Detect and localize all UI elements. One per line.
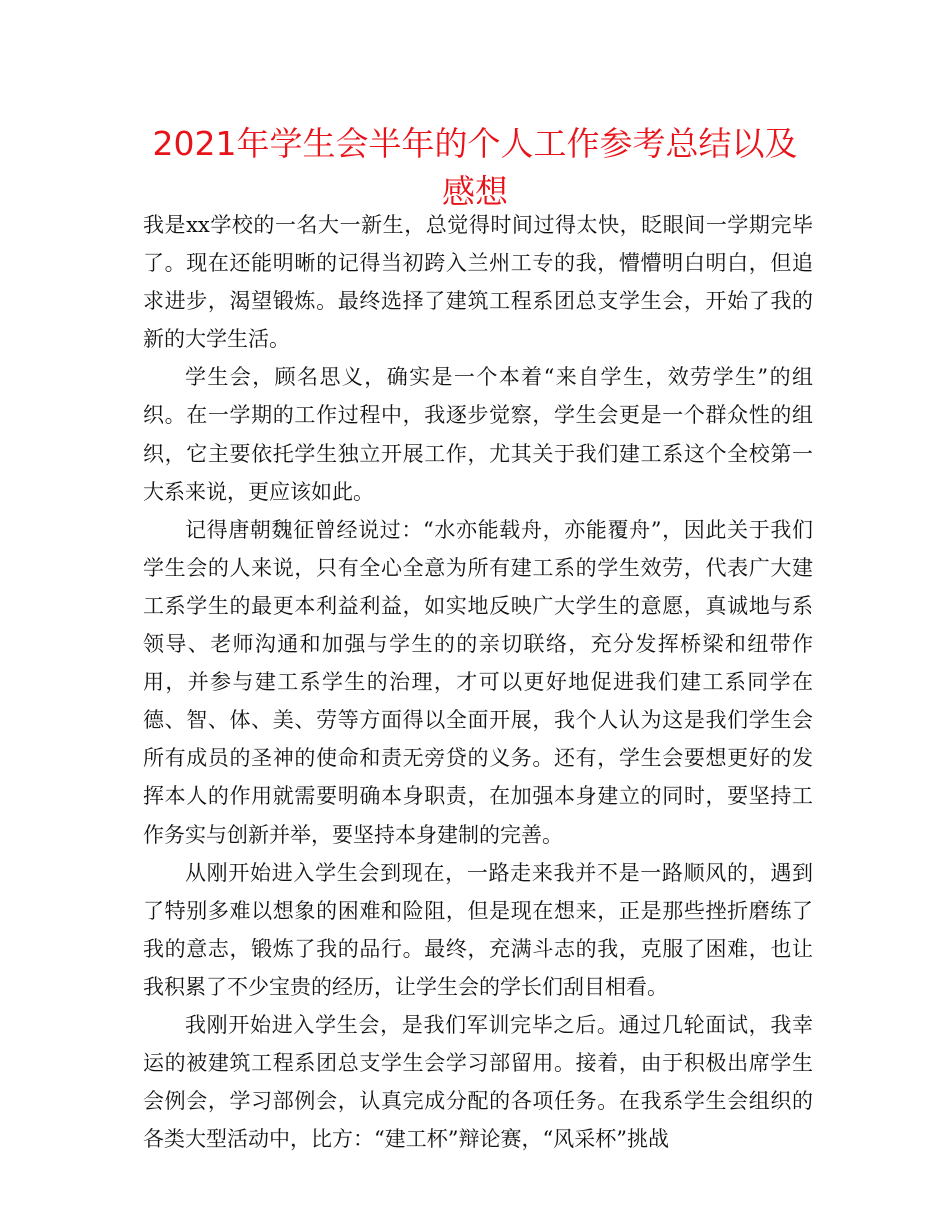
- paragraph-joining: 我刚开始进入学生会，是我们军训完毕之后。通过几轮面试，我幸运的被建筑工程系团总支学生会学习部留用。接着，由于积极出席学生会例会，学习部例会，认真完成分配的各项任务。在我系学生会组织的各类大型活动中，比方：“建工杯”辩论赛，“风采杯”挑战: [143, 1012, 813, 1152]
- document-body: [143, 206, 813, 1158]
- paragraph-student-union-definition: 学生会，顾名思义，确实是一个本着“来自学生，效劳学生”的组织。在一学期的工作过程中，我逐步觉察，学生会更是一个群众性的组织，它主要依托学生独立开展工作，尤其关于我们建工系这个全校第一大系来说，更应该如此。: [143, 365, 813, 504]
- paragraph-intro: 我是xx学校的一名大一新生，总觉得时间过得太快，眨眼间一学期完毕了。现在还能明晰的记得当初跨入兰州工专的我，懵懵明白明白，但追求进步，渴望锻炼。最终选择了建筑工程系团总支学生会，开始了我的新的大学生活。: [143, 213, 813, 352]
- paragraph-difficulties: 从刚开始进入学生会到现在，一路走来我并不是一路顺风的，遇到了特别多难以想象的困难和险阻，但是现在想来，正是那些挫折磨练了我的意志，锻炼了我的品行。最终，充满斗志的我，克服了困难，也让我积累了不少宝贵的经历，让学生会的学长们刮目相看。: [143, 860, 813, 999]
- paragraph-wei-zheng-quote: 记得唐朝魏征曾经说过：“水亦能载舟，亦能覆舟”，因此关于我们学生会的人来说，只有全心全意为所有建工系的学生效劳，代表广大建工系学生的最更本利益利益，如实地反映广大学生的意愿，真诚地与系领导、老师沟通和加强与学生的的亲切联络，充分发挥桥梁和纽带作用，并参与建工系学生的治理，才可以更好地促进我们建工系同学在德、智、体、美、劳等方面得以全面开展，我个人认为这是我们学生会所有成员的圣神的使命和责无旁贷的义务。还有，学生会要想更好的发挥本人的作用就需要明确本身职责，在加强本身建立的同时，要坚持工作务实与创新并举，要坚持本身建制的完善。: [143, 517, 813, 847]
- document-title: 2021年学生会半年的个人工作参考总结以及感想: [152, 124, 798, 211]
